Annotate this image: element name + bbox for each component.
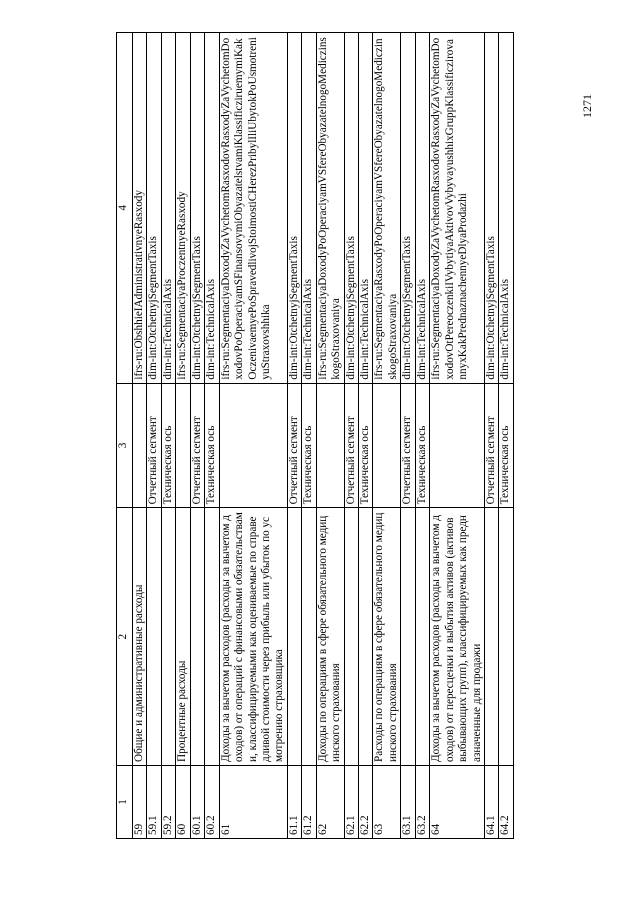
table-row	[133, 33, 147, 839]
row-name-cell	[401, 508, 415, 766]
row-number-cell: 62.2	[359, 765, 373, 838]
row-type-cell: Отчетный сегмент	[287, 383, 301, 508]
table-row	[430, 33, 485, 839]
row-code-cell: dim-int:OtchetnyjSegmentTaxis	[344, 33, 358, 384]
row-number-cell: 60.1	[190, 765, 204, 838]
row-name-cell	[359, 508, 373, 766]
table-row	[401, 33, 415, 839]
row-number-cell: 63	[373, 765, 401, 838]
table-row	[359, 33, 373, 839]
row-number-cell: 64.2	[499, 765, 513, 838]
row-name-cell	[499, 508, 513, 766]
row-name-cell	[344, 508, 358, 766]
row-name-cell: Расходы по операциям в сфере обязательного медицинского страхования	[373, 508, 401, 766]
row-code-cell: dim-int:TechnicalAxis	[302, 33, 316, 384]
row-type-cell: Техническая ось	[302, 383, 316, 508]
row-name-cell: Общие и административные расходы	[133, 508, 147, 766]
row-number-cell: 61.2	[302, 765, 316, 838]
row-code-cell: dim-int:TechnicalAxis	[161, 33, 175, 384]
row-name-cell	[205, 508, 219, 766]
row-number-cell: 59.2	[161, 765, 175, 838]
table-body	[133, 33, 514, 839]
table-row	[373, 33, 401, 839]
row-code-cell: ifrs-ru:SegmentaciyaDoxodyZaVychetomRasxodovRasxodyZaVychetomDoxodovPoOperaciyamSFinansovymiObyazatelstvamiKlassificziruemymiKakOczenivaemyePoSpravedlivojStoimostiCHerezPribylIliUbytokPoUsmotreniyuStraxovshhika	[219, 33, 287, 384]
row-type-cell	[316, 383, 344, 508]
row-code-cell: dim-int:OtchetnyjSegmentTaxis	[190, 33, 204, 384]
row-code-cell: dim-int:OtchetnyjSegmentTaxis	[484, 33, 498, 384]
row-type-cell	[133, 383, 147, 508]
row-type-cell: Техническая ось	[499, 383, 513, 508]
row-code-cell: dim-int:TechnicalAxis	[415, 33, 429, 384]
header-col-2: 2	[117, 508, 133, 766]
header-row	[117, 33, 133, 839]
row-name-cell	[161, 508, 175, 766]
row-code-cell: dim-int:OtchetnyjSegmentTaxis	[287, 33, 301, 384]
row-name-cell: Процентные расходы	[176, 508, 190, 766]
row-type-cell: Техническая ось	[161, 383, 175, 508]
row-number-cell: 60.2	[205, 765, 219, 838]
table-row	[147, 33, 161, 839]
table-row	[499, 33, 513, 839]
row-type-cell: Техническая ось	[205, 383, 219, 508]
row-number-cell: 62	[316, 765, 344, 838]
row-type-cell: Техническая ось	[415, 383, 429, 508]
row-code-cell: dim-int:OtchetnyjSegmentTaxis	[147, 33, 161, 384]
row-code-cell: ifrs-ru:SegmentaciyaRasxodyPoOperaciyamVSfereObyazatelnogoMediczinskogoStraxovaniya	[373, 33, 401, 384]
row-type-cell: Отчетный сегмент	[147, 383, 161, 508]
table-row	[161, 33, 175, 839]
row-code-cell: dim-int:TechnicalAxis	[205, 33, 219, 384]
row-type-cell: Отчетный сегмент	[401, 383, 415, 508]
row-code-cell: dim-int:OtchetnyjSegmentTaxis	[401, 33, 415, 384]
row-name-cell: Доходы за вычетом расходов (расходы за вычетом доходов) от пересценки и выбытия активов (активов выбывающих групп), классифицируемых как предназначенные для продажи	[430, 508, 485, 766]
table-row	[484, 33, 498, 839]
row-number-cell: 59.1	[147, 765, 161, 838]
row-type-cell: Отчетный сегмент	[344, 383, 358, 508]
row-type-cell: Отчетный сегмент	[484, 383, 498, 508]
table-row	[287, 33, 301, 839]
table-row	[415, 33, 429, 839]
header-col-1: 1	[117, 765, 133, 838]
row-name-cell	[147, 508, 161, 766]
table-row	[316, 33, 344, 839]
table-row	[344, 33, 358, 839]
page-number: 1271	[580, 94, 594, 118]
row-type-cell: Отчетный сегмент	[190, 383, 204, 508]
row-code-cell: dim-int:TechnicalAxis	[499, 33, 513, 384]
row-number-cell: 60	[176, 765, 190, 838]
table-row	[190, 33, 204, 839]
row-name-cell	[190, 508, 204, 766]
header-col-4: 4	[117, 33, 133, 384]
row-name-cell	[302, 508, 316, 766]
row-type-cell: Техническая ось	[359, 383, 373, 508]
table-row	[205, 33, 219, 839]
row-number-cell: 64.1	[484, 765, 498, 838]
rotated-page	[116, 32, 639, 839]
row-number-cell: 61	[219, 765, 287, 838]
row-name-cell	[415, 508, 429, 766]
table-row	[219, 33, 287, 839]
row-code-cell: ifrs-ru:SegmentaciyaProczentnyeRasxody	[176, 33, 190, 384]
row-code-cell: ifrs-ru:ObshhieIAdministrativnyeRasxody	[133, 33, 147, 384]
row-name-cell	[484, 508, 498, 766]
row-number-cell: 64	[430, 765, 485, 838]
table-row	[176, 33, 190, 839]
row-number-cell: 59	[133, 765, 147, 838]
row-code-cell: dim-int:TechnicalAxis	[359, 33, 373, 384]
row-name-cell	[287, 508, 301, 766]
header-col-3: 3	[117, 383, 133, 508]
row-name-cell: Доходы по операциям в сфере обязательного медицинского страхования	[316, 508, 344, 766]
row-number-cell: 61.1	[287, 765, 301, 838]
row-number-cell: 63.1	[401, 765, 415, 838]
row-type-cell	[176, 383, 190, 508]
row-type-cell	[430, 383, 485, 508]
row-type-cell	[219, 383, 287, 508]
row-type-cell	[373, 383, 401, 508]
row-name-cell: Доходы за вычетом расходов (расходы за вычетом доходов) от операций с финансовыми обязательствами, классифицируемыми как оцениваемые по справедливой стоимости через прибыль или убыток по усмотрению страховщика	[219, 508, 287, 766]
table-row	[302, 33, 316, 839]
row-number-cell: 63.2	[415, 765, 429, 838]
taxonomy-table	[116, 32, 514, 839]
row-code-cell: ifrs-ru:SegmentaciyaDoxodyPoOperaciyamVSfereObyazatelnogoMediczinskogoStraxovaniya	[316, 33, 344, 384]
row-code-cell: ifrs-ru:SegmentaciyaDoxodyZaVychetomRasxodovRasxodyZaVychetomDoxodovOtPereoczenkiIVybytiyaAktivovVybyvayushhixGruppKlassificzirovannyxKakPrednaznachennyeDlyaProdazhi	[430, 33, 485, 384]
row-number-cell: 62.1	[344, 765, 358, 838]
